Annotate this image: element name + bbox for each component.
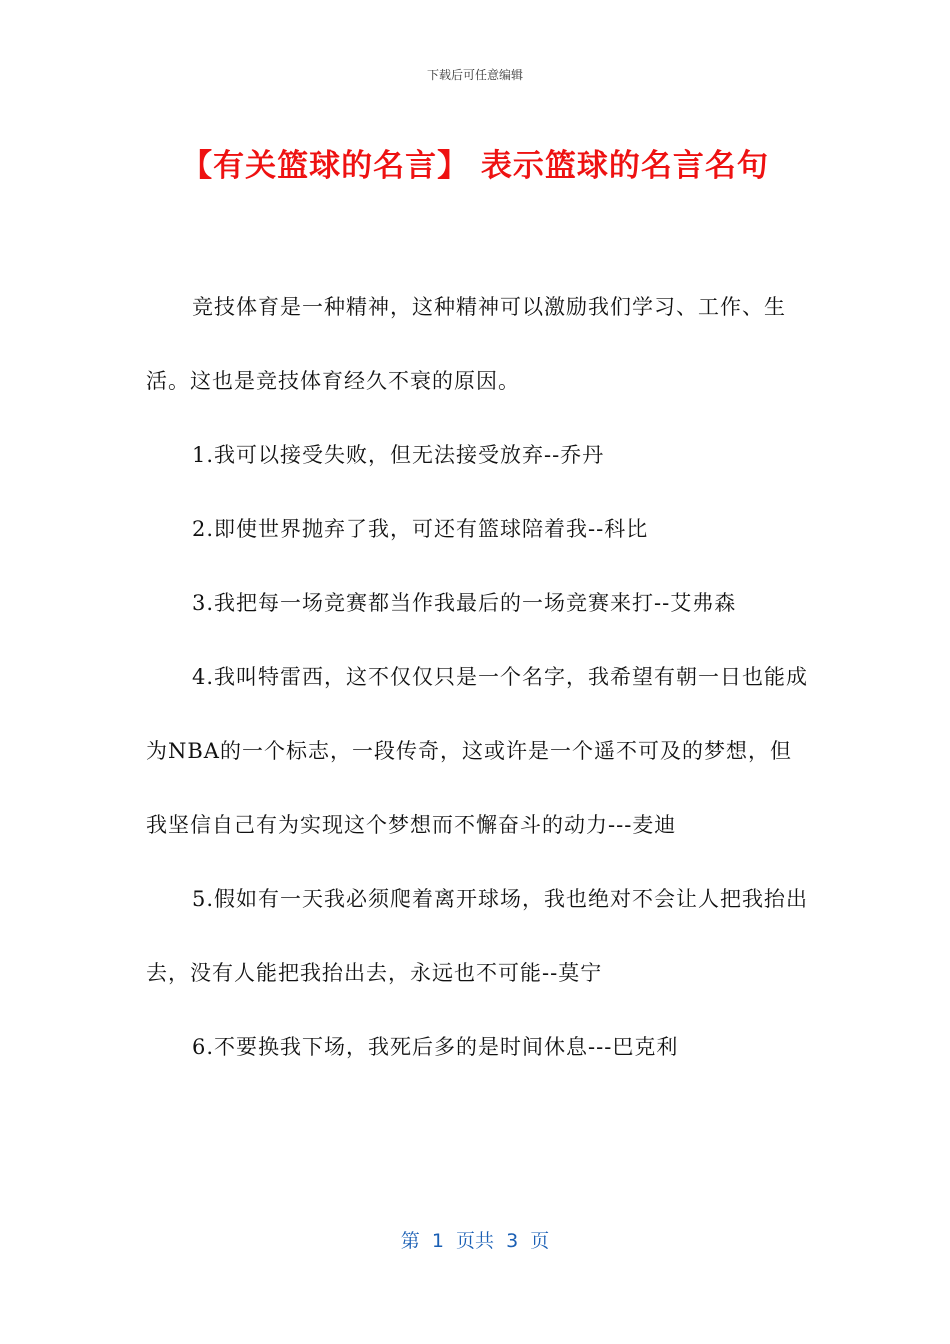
- quote-item: 2.即使世界抛弃了我，可还有篮球陪着我--科比: [192, 517, 649, 541]
- quote-item: 6.不要换我下场，我死后多的是时间休息---巴克利: [192, 1035, 679, 1059]
- intro-paragraph: 竞技体育是一种精神，这种精神可以激励我们学习、工作、生活。这也是竞技体育经久不衰的原因。: [146, 295, 786, 393]
- header-note: 下载后可任意编辑: [426, 68, 523, 82]
- page-number-footer: 第 1 页共 3 页: [400, 1230, 550, 1252]
- quote-item: 5.假如有一天我必须爬着离开球场，我也绝对不会让人把我抬出去，没有人能把我抬出去，永远也不可能--莫宁: [146, 887, 809, 985]
- document-title: 【有关篮球的名言】 表示篮球的名言名句: [181, 148, 769, 184]
- quote-item: 4.我叫特雷西，这不仅仅只是一个名字，我希望有朝一日也能成为NBA的一个标志，一段传奇，这或许是一个遥不可及的梦想，但我坚信自己有为实现这个梦想而不懈奋斗的动力---麦迪: [146, 665, 809, 837]
- quote-item: 1.我可以接受失败，但无法接受放弃--乔丹: [192, 443, 605, 467]
- quote-item: 3.我把每一场竞赛都当作我最后的一场竞赛来打--艾弗森: [192, 591, 737, 615]
- document-body: [146, 270, 810, 1084]
